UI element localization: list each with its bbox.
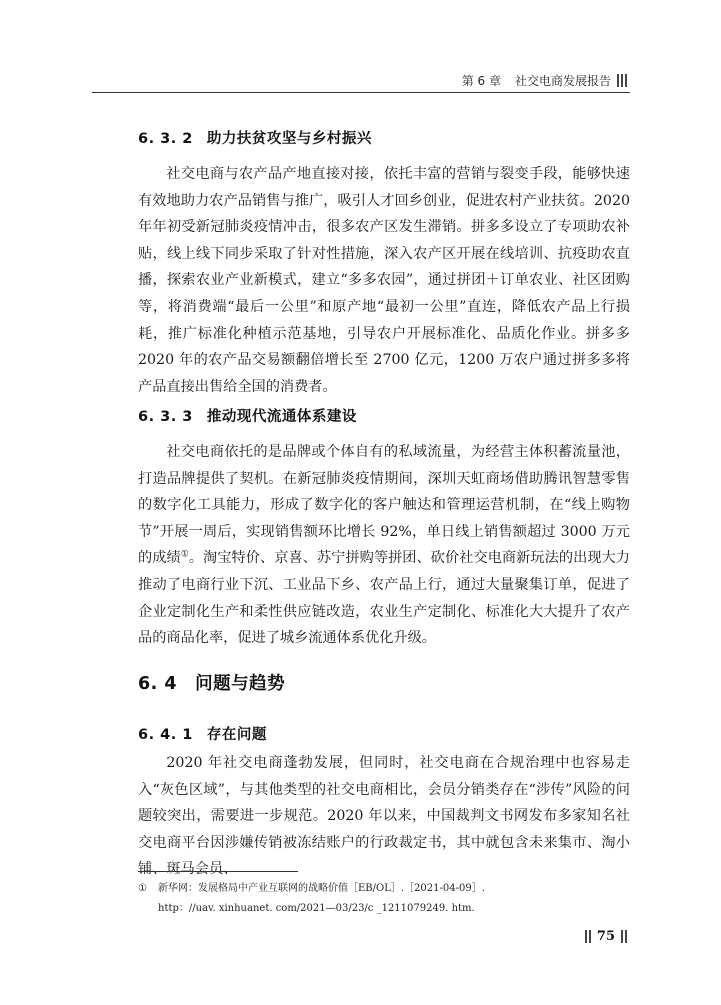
header-bars-ornament bbox=[617, 74, 627, 87]
paragraph-6-3-3 bbox=[138, 439, 630, 652]
page-bars-ornament bbox=[585, 930, 591, 943]
section-heading-6-4 bbox=[138, 670, 285, 695]
chapter-title: 社交电商发展报告 bbox=[514, 74, 611, 88]
page-bars-ornament bbox=[621, 930, 627, 943]
section-heading-6-3-3 bbox=[138, 405, 357, 426]
section-heading-6-3-2 bbox=[138, 127, 372, 148]
footnote-url: http：//uav. xinhuanet. com/2021—03/23/c _1211079249. htm. bbox=[158, 903, 475, 914]
section-number: 6. 3. 2 bbox=[138, 131, 193, 147]
footnote bbox=[138, 879, 628, 919]
section-title: 存在问题 bbox=[206, 727, 267, 743]
running-header bbox=[462, 72, 627, 89]
page-number: 75 bbox=[596, 929, 615, 944]
footnote-text: 新华网：发展格局中产业互联网的战略价值［EB/OL］.［2021-04-09］. bbox=[158, 883, 485, 894]
section-number: 6. 4. 1 bbox=[138, 727, 193, 743]
footnote-reference[interactable]: ① bbox=[180, 549, 189, 560]
footnote-mark: ① bbox=[138, 883, 147, 894]
section-number: 6. 3. 3 bbox=[138, 409, 193, 425]
paragraph-6-3-2: 社交电商与农产品产地直接对接，依托丰富的营销与裂变手段，能够快速有效地助力农产品销售与推广，吸引人才回乡创业，促进农村产业扶贫。2020 年年初受新冠肺炎疫情冲击，很多农产区发生滞销。拼多多设立了专项助农补贴，线上线下同步采取了针对性措施，深入农产区开展在线培训、抗疫助农直播，探索农业产业新模式，建立“多多农园”，通过拼团＋订单农业、社区团购等，将消费端“最后一公里”和原产地“最初一公里”直连，降低农产品上行损耗，推广标准化种植示范基地，引导农户开展标准化、品质化作业。拼多多 2020 年的农产品交易额翻倍增长至 2700 亿元，1200 万农户通过拼多多将产品直接出售给全国的消费者。 bbox=[138, 166, 630, 395]
section-title: 推动现代流通体系建设 bbox=[206, 409, 357, 425]
paragraph-text-continued: 。淘宝特价、京喜、苏宁拼购等拼团、砍价社交电商新玩法的出现大力推动了电商行业下沉、工业品下乡、农产品上行，通过大量聚集订单，促进了企业定制化生产和柔性供应链改造，农业生产定制化、标准化大大提升了农产品的商品化率，促进了城乡流通体系优化升级。 bbox=[138, 550, 630, 647]
footnote-line bbox=[138, 879, 628, 899]
chapter-label: 第 6 章 bbox=[461, 74, 501, 88]
header-rule bbox=[92, 92, 630, 93]
footnote-rule bbox=[138, 871, 298, 872]
page-number-block bbox=[585, 929, 627, 944]
section-number: 6. 4 bbox=[138, 674, 178, 694]
section-title: 问题与趋势 bbox=[195, 674, 286, 694]
paragraph-6-4-1: 2020 年社交电商蓬勃发展，但同时，社交电商在合规治理中也容易走入“灰色区域”，与其他类型的社交电商相比，会员分销类存在“涉传”风险的问题较突出，需要进一步规范。2020 年以来，中国裁判文书网发布多家知名社交电商平台因涉嫌传销被冻结账户的行政裁定书，其中就包含未来集市、淘小铺、斑马会员、 bbox=[138, 755, 630, 878]
section-title: 助力扶贫攻坚与乡村振兴 bbox=[206, 131, 372, 147]
section-heading-6-4-1 bbox=[138, 723, 267, 744]
paragraph-text: 社交电商依托的是品牌或个体自有的私域流量，为经营主体积蓄流量池，打造品牌提供了契机。在新冠肺炎疫情期间，深圳天虹商场借助腾讯智慧零售的数字化工具能力，形成了数字化的客户触达和管理运营机制，在“线上购物节”开展一周后，实现销售额环比增长 92%，单日线上销售额超过 3000 万元的成绩 bbox=[138, 444, 630, 567]
